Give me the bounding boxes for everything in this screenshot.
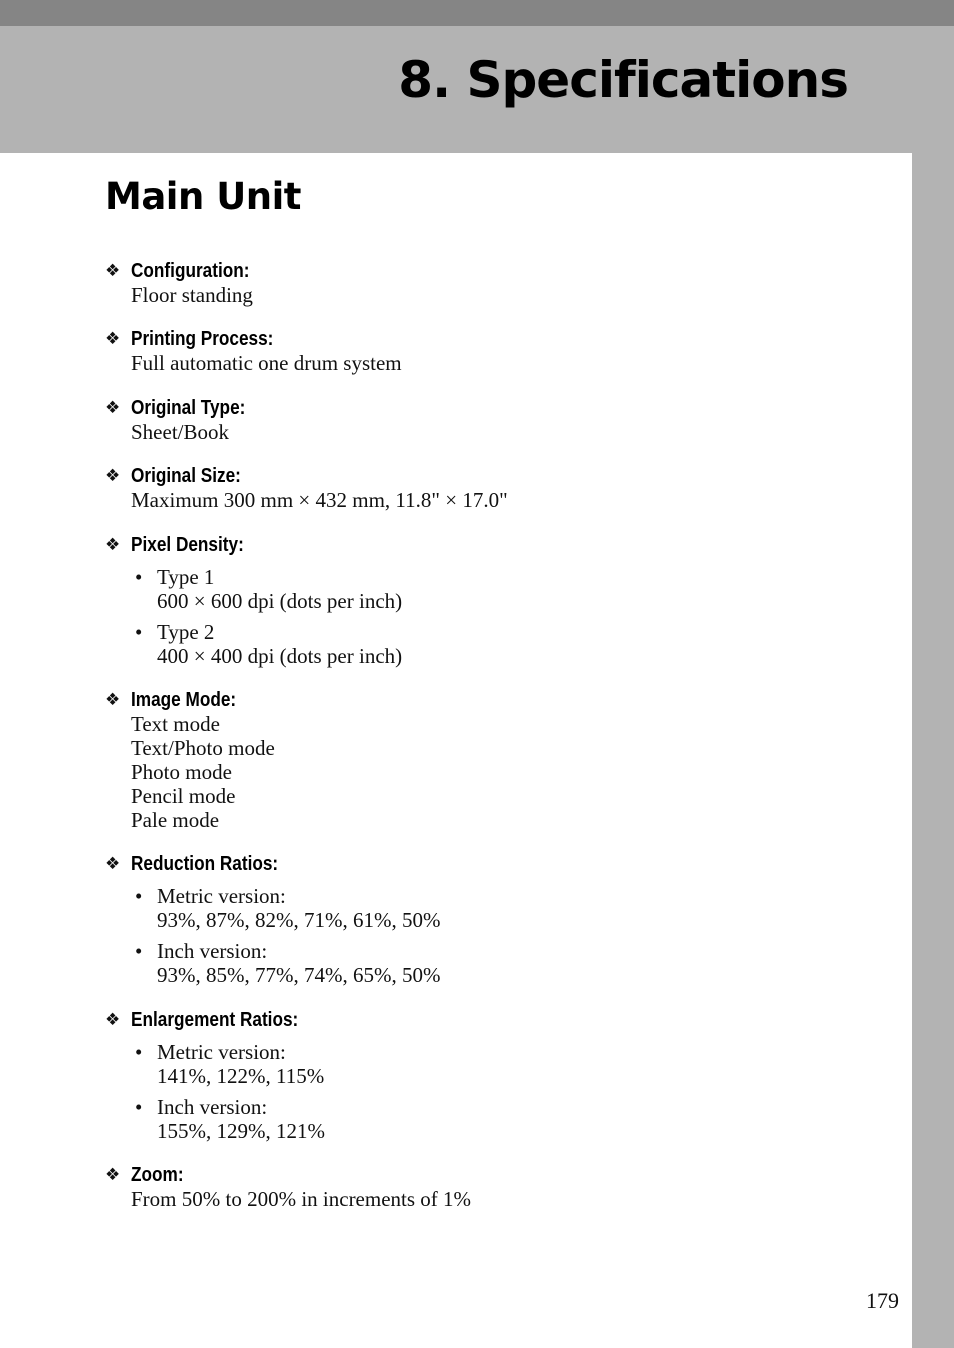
diamond-bullet-icon: ❖	[105, 690, 121, 710]
item-detail: 93%, 87%, 82%, 71%, 61%, 50%	[157, 908, 441, 932]
item-title: Inch version:	[157, 939, 268, 963]
spec-enlargement-ratios	[105, 1008, 805, 1150]
diamond-bullet-icon: ❖	[105, 329, 121, 349]
spec-label: Configuration:	[131, 259, 250, 282]
chapter-header-band	[0, 26, 954, 153]
spec-value: Text/Photo mode	[131, 736, 275, 760]
item-detail: 400 × 400 dpi (dots per inch)	[157, 644, 403, 668]
item-detail: 600 × 600 dpi (dots per inch)	[157, 589, 403, 613]
spec-label: Reduction Ratios:	[131, 852, 279, 875]
diamond-bullet-icon: ❖	[105, 398, 121, 418]
list-item	[135, 565, 805, 613]
spec-original-size	[105, 464, 805, 512]
diamond-bullet-icon: ❖	[105, 261, 121, 281]
spec-printing-process	[105, 327, 805, 375]
list-item	[135, 620, 805, 668]
bullet-dot-icon: •	[135, 939, 143, 963]
item-title: Metric version:	[157, 1040, 286, 1064]
spec-pixel-density	[105, 533, 805, 675]
diamond-bullet-icon: ❖	[105, 466, 121, 486]
spec-value: Sheet/Book	[131, 420, 229, 444]
bullet-list	[105, 1040, 805, 1143]
item-title: Metric version:	[157, 884, 286, 908]
spec-original-type	[105, 396, 805, 444]
spec-label: Original Type:	[131, 396, 246, 419]
spec-value: Photo mode	[131, 760, 232, 784]
section-title: Main Unit	[105, 175, 301, 218]
spec-label: Image Mode:	[131, 688, 237, 711]
diamond-bullet-icon: ❖	[105, 1165, 121, 1185]
bullet-list	[105, 565, 805, 668]
spec-label: Printing Process:	[131, 327, 274, 350]
side-margin-band	[912, 153, 954, 1348]
list-item	[135, 884, 805, 932]
item-detail: 93%, 85%, 77%, 74%, 65%, 50%	[157, 963, 441, 987]
spec-reduction-ratios	[105, 852, 805, 994]
item-detail: 141%, 122%, 115%	[157, 1064, 325, 1088]
item-title: Inch version:	[157, 1095, 268, 1119]
spec-zoom	[105, 1163, 805, 1211]
header-top-strip	[0, 0, 954, 26]
spec-value: Pale mode	[131, 808, 220, 832]
page-number: 179	[866, 1288, 899, 1313]
spec-configuration	[105, 259, 805, 307]
chapter-title: 8. Specifications	[398, 51, 848, 109]
bullet-dot-icon: •	[135, 1095, 143, 1119]
bullet-dot-icon: •	[135, 1040, 143, 1064]
spec-label: Original Size:	[131, 464, 241, 487]
spec-value: Maximum 300 mm × 432 mm, 11.8" × 17.0"	[131, 488, 508, 512]
spec-label: Enlargement Ratios:	[131, 1008, 299, 1031]
spec-label: Pixel Density:	[131, 533, 244, 556]
spec-value: Text mode	[131, 712, 220, 736]
diamond-bullet-icon: ❖	[105, 1010, 121, 1030]
list-item	[135, 939, 805, 987]
list-item	[135, 1095, 805, 1143]
item-detail: 155%, 129%, 121%	[157, 1119, 325, 1143]
bullet-dot-icon: •	[135, 620, 143, 644]
item-title: Type 2	[157, 620, 215, 644]
item-title: Type 1	[157, 565, 215, 589]
diamond-bullet-icon: ❖	[105, 854, 121, 874]
spec-value: Full automatic one drum system	[131, 351, 402, 375]
spec-label: Zoom:	[131, 1163, 184, 1186]
bullet-dot-icon: •	[135, 884, 143, 908]
diamond-bullet-icon: ❖	[105, 535, 121, 555]
spec-value: From 50% to 200% in increments of 1%	[131, 1187, 472, 1211]
bullet-dot-icon: •	[135, 565, 143, 589]
bullet-list	[105, 884, 805, 987]
spec-image-mode	[105, 688, 805, 832]
list-item	[135, 1040, 805, 1088]
spec-value: Pencil mode	[131, 784, 236, 808]
spec-value: Floor standing	[131, 283, 253, 307]
